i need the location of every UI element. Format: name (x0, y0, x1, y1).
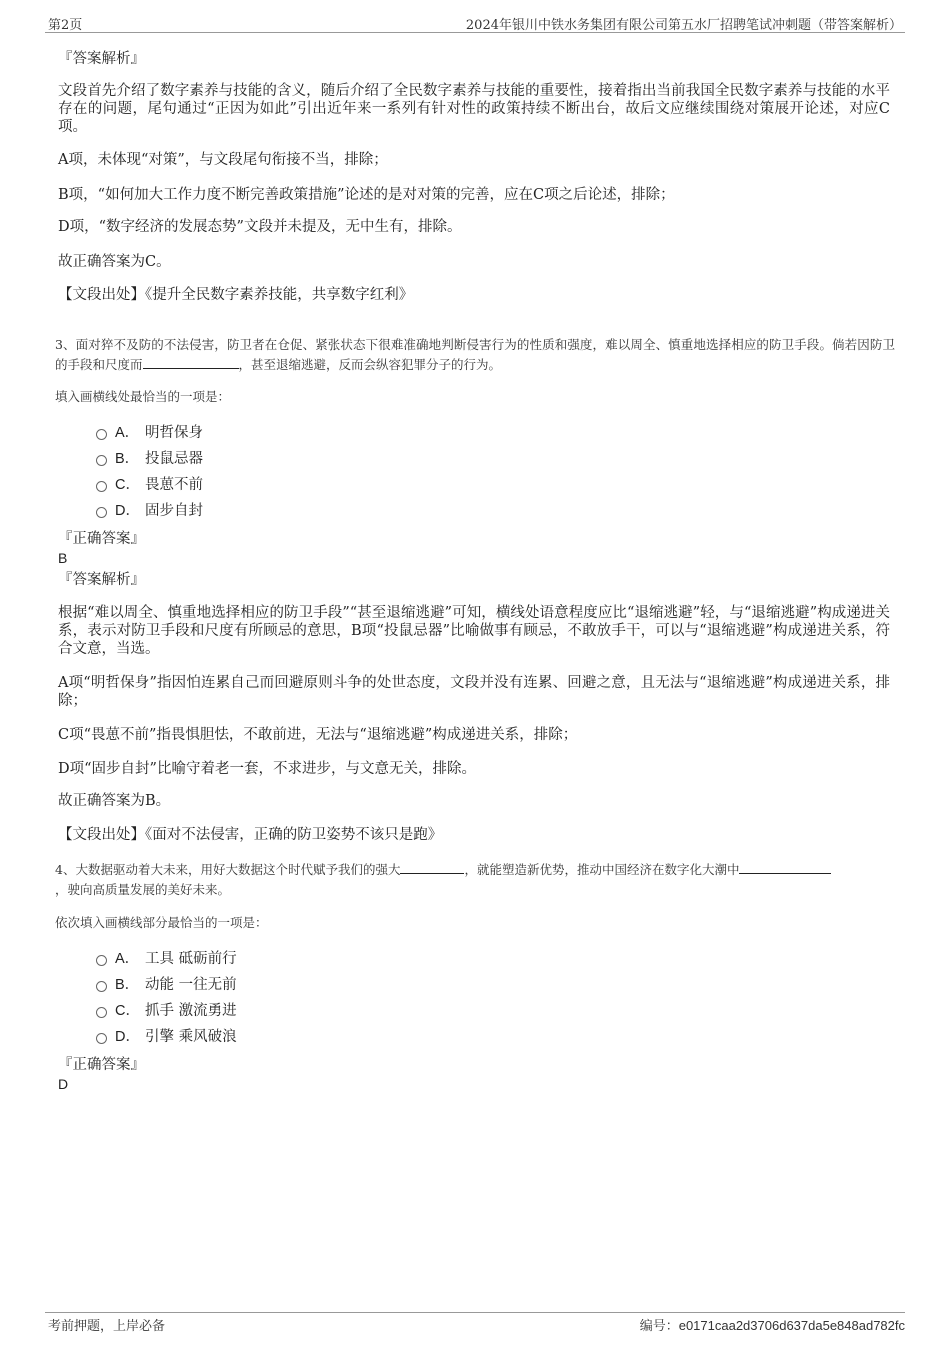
radio-icon[interactable] (96, 955, 107, 966)
radio-icon[interactable] (96, 1007, 107, 1018)
q3-option-c[interactable] (96, 476, 203, 494)
radio-icon[interactable] (96, 981, 107, 992)
q3-analysis-p2: A项“明哲保身”指因怕连累自己而回避原则斗争的处世态度，文段并没有连累、回避之意，且无法与“退缩逃避”构成递进关系，排除； (58, 675, 890, 709)
option-text: 动能 一往无前 (145, 977, 237, 993)
q2-analysis-p5: 故正确答案为C。 (58, 254, 171, 270)
q4-option-c[interactable] (96, 1002, 237, 1020)
q4-prompt: 依次填入画横线部分最恰当的一项是： (55, 915, 268, 930)
q4-stem-part-b: ，就能塑造新优势，推动中国经济在数字化大潮中 (464, 862, 740, 877)
q4-stem (55, 860, 895, 900)
q4-answer: D (58, 1076, 69, 1092)
q4-option-d[interactable] (96, 1028, 237, 1046)
page-number: 第2页 (48, 18, 83, 33)
q3-analysis-p5: 故正确答案为B。 (58, 793, 171, 809)
footer-slogan: 考前押题，上岸必备 (48, 1319, 166, 1334)
radio-icon[interactable] (96, 1033, 107, 1044)
q3-prompt: 填入画横线处最恰当的一项是： (55, 389, 231, 404)
q4-stem-part-c: ，驶向高质量发展的美好未来。 (55, 882, 231, 897)
q4-blank-1 (400, 861, 464, 874)
option-text: 工具 砥砺前行 (145, 951, 237, 967)
option-text: 畏葸不前 (145, 477, 203, 493)
q3-source: 【文段出处】《面对不法侵害，正确的防卫姿势不该只是跑》 (58, 827, 443, 843)
option-letter: B． (115, 977, 140, 993)
option-letter: C． (115, 477, 140, 493)
option-text: 明哲保身 (145, 425, 203, 441)
q3-option-d[interactable] (96, 502, 203, 520)
q3-analysis-p1: 根据“难以周全、慎重地选择相应的防卫手段”“甚至退缩逃避”可知，横线处语意程度应比“退缩逃避”轻，与“退缩逃避”构成递进关系，表示对防卫手段和尺度有所顾忌的意思，B项“投鼠忌器”比喻做事有顾忌，不敢放手干，可以与“退缩逃避”构成递进关系，符合文意，当选。 (58, 605, 890, 657)
radio-icon[interactable] (96, 507, 107, 518)
q4-option-b[interactable] (96, 976, 237, 994)
footer-code (640, 1315, 905, 1334)
q2-analysis-p2: A项，未体现“对策”，与文段尾句衔接不当，排除； (58, 152, 388, 168)
q4-stem-part-a: 4、大数据驱动着大未来，用好大数据这个时代赋予我们的强大 (55, 862, 401, 877)
q3-answer: B (58, 550, 68, 566)
option-text: 固步自封 (145, 503, 203, 519)
q3-stem (55, 335, 895, 375)
page-footer (45, 1312, 905, 1335)
option-letter: C． (115, 1003, 140, 1019)
option-letter: A． (115, 951, 140, 967)
radio-icon[interactable] (96, 455, 107, 466)
option-text: 投鼠忌器 (145, 451, 203, 467)
option-letter: D． (115, 503, 140, 519)
q3-answer-label: 『正确答案』 (58, 531, 145, 547)
q4-blank-2 (739, 861, 831, 874)
q3-blank (143, 356, 239, 369)
option-letter: D． (115, 1029, 140, 1045)
q3-option-a[interactable] (96, 424, 203, 442)
option-text: 引擎 乘风破浪 (145, 1029, 237, 1045)
q3-analysis-p3: C项“畏葸不前”指畏惧胆怯，不敢前进，无法与“退缩逃避”构成递进关系，排除； (58, 727, 578, 743)
q2-analysis-p3: B项，“如何加大工作力度不断完善政策措施”论述的是对对策的完善，应在C项之后论述，排除； (58, 187, 675, 203)
q4-answer-label: 『正确答案』 (58, 1057, 145, 1073)
q3-analysis-p4: D项“固步自封”比喻守着老一套，不求进步，与文意无关，排除。 (58, 761, 476, 777)
q3-stem-part-b: ，甚至退缩逃避，反而会纵容犯罪分子的行为。 (238, 357, 502, 372)
footer-code-value: e0171caa2d3706d637da5e848ad782fc (678, 1318, 905, 1333)
option-letter: A． (115, 425, 140, 441)
q2-analysis-p1: 文段首先介绍了数字素养与技能的含义，随后介绍了全民数字素养与技能的重要性，接着指出当前我国全民数字素养与技能的水平存在的问题，尾句通过“正因为如此”引出近年来一系列有针对性的政策持续不断出台，故后文应继续围绕对策展开论述，对应C项。 (58, 83, 890, 135)
radio-icon[interactable] (96, 481, 107, 492)
q2-analysis-p4: D项，“数字经济的发展态势”文段并未提及，无中生有，排除。 (58, 219, 462, 235)
q3-stem-part-a: 3、面对猝不及防的不法侵害，防卫者在仓促、紧张状态下很难准确地判断侵害行为的性质和强度，难以周全、慎重地选择相应的防卫手段。倘若因防卫的手段和尺度而 (55, 337, 895, 372)
option-text: 抓手 激流勇进 (145, 1003, 237, 1019)
footer-code-label: 编号： (639, 1319, 679, 1334)
q3-analysis-label: 『答案解析』 (58, 572, 145, 588)
page-header (45, 14, 905, 33)
q4-option-a[interactable] (96, 950, 237, 968)
q2-analysis-label: 『答案解析』 (58, 51, 145, 67)
q3-option-b[interactable] (96, 450, 203, 468)
q2-source: 【文段出处】《提升全民数字素养技能，共享数字红利》 (58, 287, 414, 303)
option-letter: B． (115, 451, 140, 467)
radio-icon[interactable] (96, 429, 107, 440)
document-title: 2024年银川中铁水务集团有限公司第五水厂招聘笔试冲刺题（带答案解析） (465, 18, 902, 33)
